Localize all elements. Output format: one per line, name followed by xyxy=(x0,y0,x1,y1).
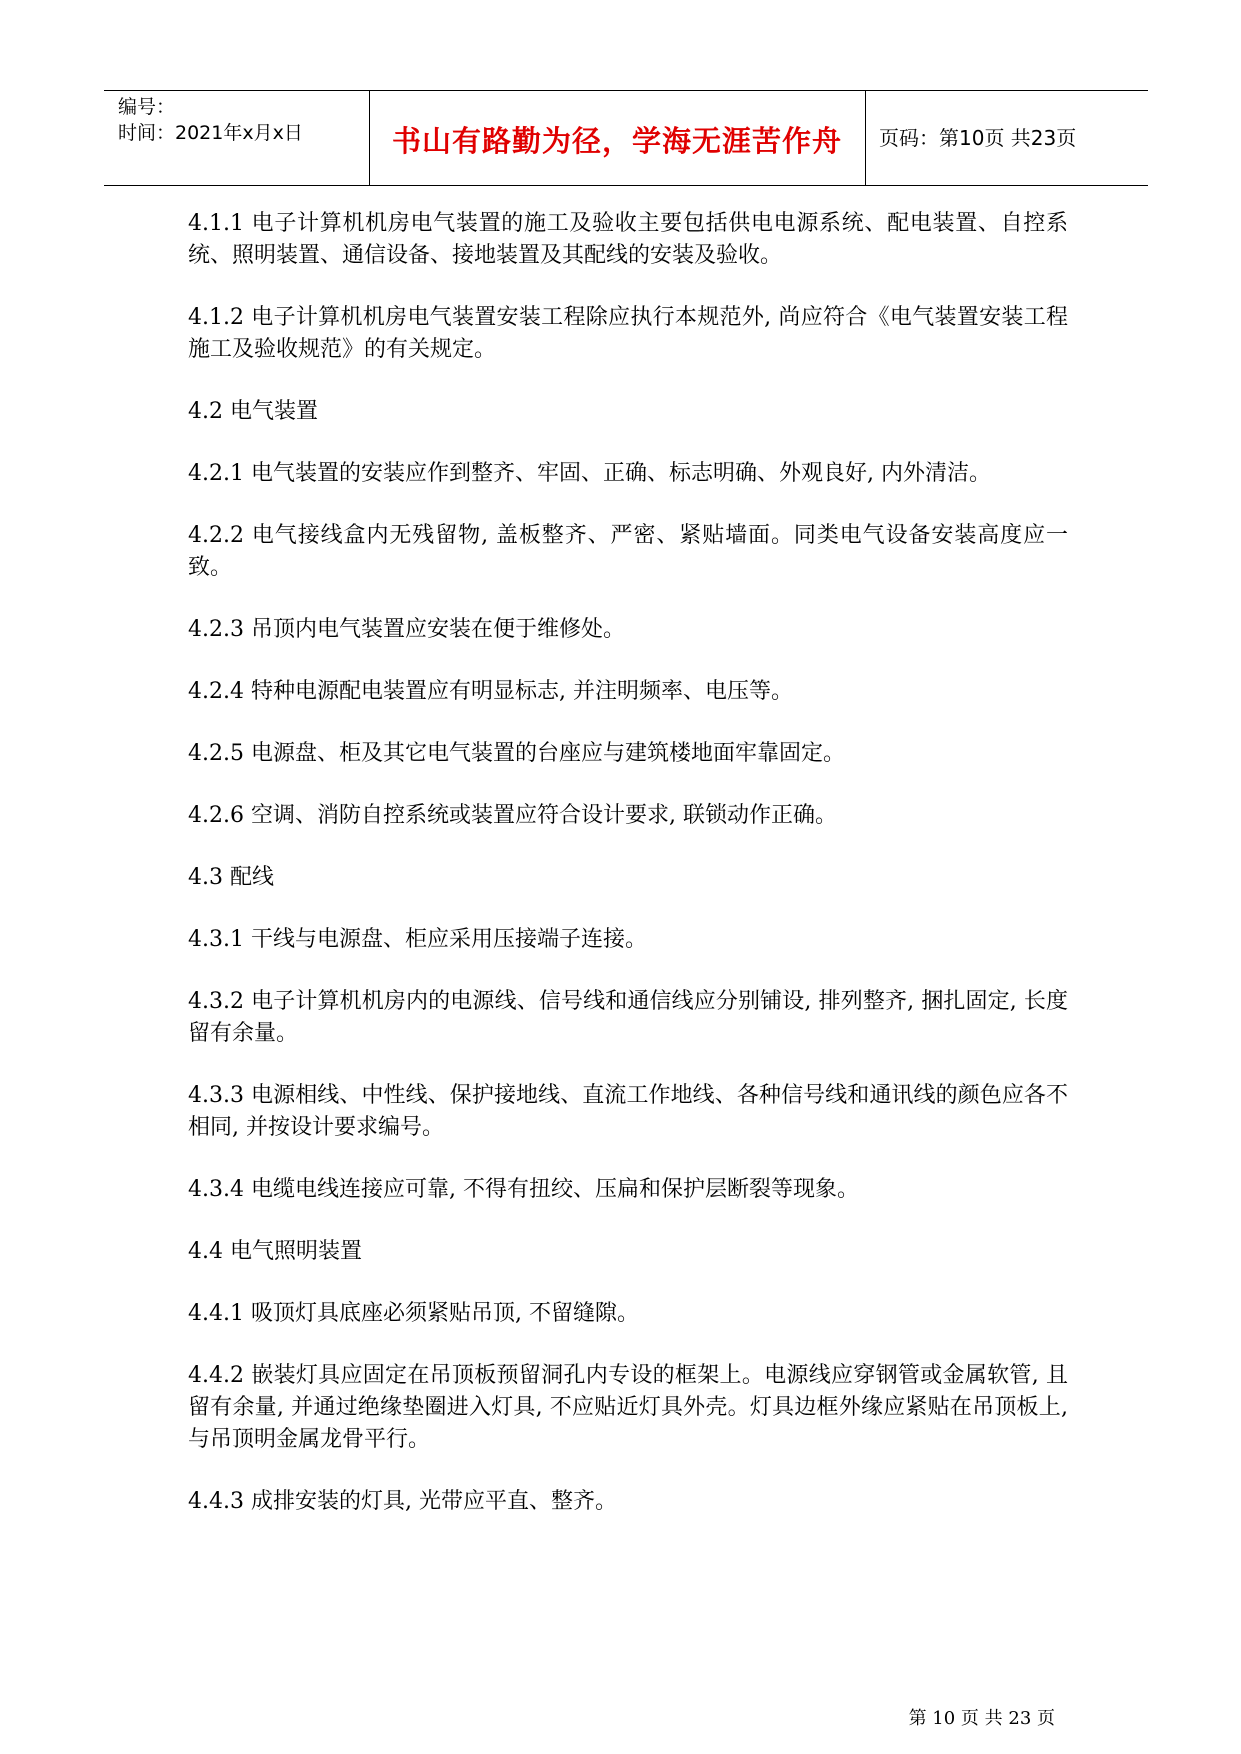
clause-4-1-2: 4.1.2 电子计算机机房电气装置安装工程除应执行本规范外, 尚应符合《电气装置安装工程施工及验收规范》的有关规定。 xyxy=(188,305,1068,362)
document-number-label: 编号： xyxy=(118,96,176,118)
clause-4-3-2: 4.3.2 电子计算机机房内的电源线、信号线和通信线应分别铺设, 排列整齐, 捆扎固定, 长度留有余量。 xyxy=(188,989,1068,1046)
header-meta-cell xyxy=(104,91,370,185)
clause-4-2-3: 4.2.3 吊顶内电气装置应安装在便于维修处。 xyxy=(188,617,625,642)
clause-4-2-4: 4.2.4 特种电源配电装置应有明显标志, 并注明频率、电压等。 xyxy=(188,679,793,704)
document-body xyxy=(188,208,1068,1548)
section-heading-4-2: 4.2 电气装置 xyxy=(188,399,318,424)
section-heading-4-4: 4.4 电气照明装置 xyxy=(188,1239,362,1264)
clause-4-4-2: 4.4.2 嵌装灯具应固定在吊顶板预留洞孔内专设的框架上。电源线应穿钢管或金属软管, 且留有余量, 并通过绝缘垫圈进入灯具, 不应贴近灯具外壳。灯具边框外缘应紧贴在吊顶板上, 与吊顶明金属龙骨平行。 xyxy=(188,1363,1068,1452)
header-motto: 书山有路勤为径，学海无涯苦作舟 xyxy=(391,124,842,158)
clause-4-2-5: 4.2.5 电源盘、柜及其它电气装置的台座应与建筑楼地面牢靠固定。 xyxy=(188,741,845,766)
clause-4-3-1: 4.3.1 干线与电源盘、柜应采用压接端子连接。 xyxy=(188,927,647,952)
clause-4-1-1: 4.1.1 电子计算机机房电气装置的施工及验收主要包括供电电源系统、配电装置、自控系统、照明装置、通信设备、接地装置及其配线的安装及验收。 xyxy=(188,211,1068,268)
header-motto-cell xyxy=(369,91,866,185)
page-footer: 第 10 页 共 23 页 xyxy=(908,1708,1055,1729)
clause-4-3-3: 4.3.3 电源相线、中性线、保护接地线、直流工作地线、各种信号线和通讯线的颜色应各不相同, 并按设计要求编号。 xyxy=(188,1083,1068,1140)
clause-4-2-2: 4.2.2 电气接线盒内无残留物, 盖板整齐、严密、紧贴墙面。同类电气设备安装高度应一致。 xyxy=(188,523,1068,580)
header-page-cell xyxy=(865,91,1148,185)
section-heading-4-3: 4.3 配线 xyxy=(188,865,274,890)
clause-4-4-3: 4.4.3 成排安装的灯具, 光带应平直、整齐。 xyxy=(188,1489,617,1514)
page-header xyxy=(104,90,1148,186)
clause-4-2-6: 4.2.6 空调、消防自控系统或装置应符合设计要求, 联锁动作正确。 xyxy=(188,803,837,828)
clause-4-3-4: 4.3.4 电缆电线连接应可靠, 不得有扭绞、压扁和保护层断裂等现象。 xyxy=(188,1177,859,1202)
clause-4-2-1: 4.2.1 电气装置的安装应作到整齐、牢固、正确、标志明确、外观良好, 内外清洁。 xyxy=(188,461,991,486)
header-page-info: 页码：第10页 共23页 xyxy=(879,126,1077,150)
clause-4-4-1: 4.4.1 吸顶灯具底座必须紧贴吊顶, 不留缝隙。 xyxy=(188,1301,639,1326)
document-time-label: 时间：2021年x月x日 xyxy=(118,122,303,144)
